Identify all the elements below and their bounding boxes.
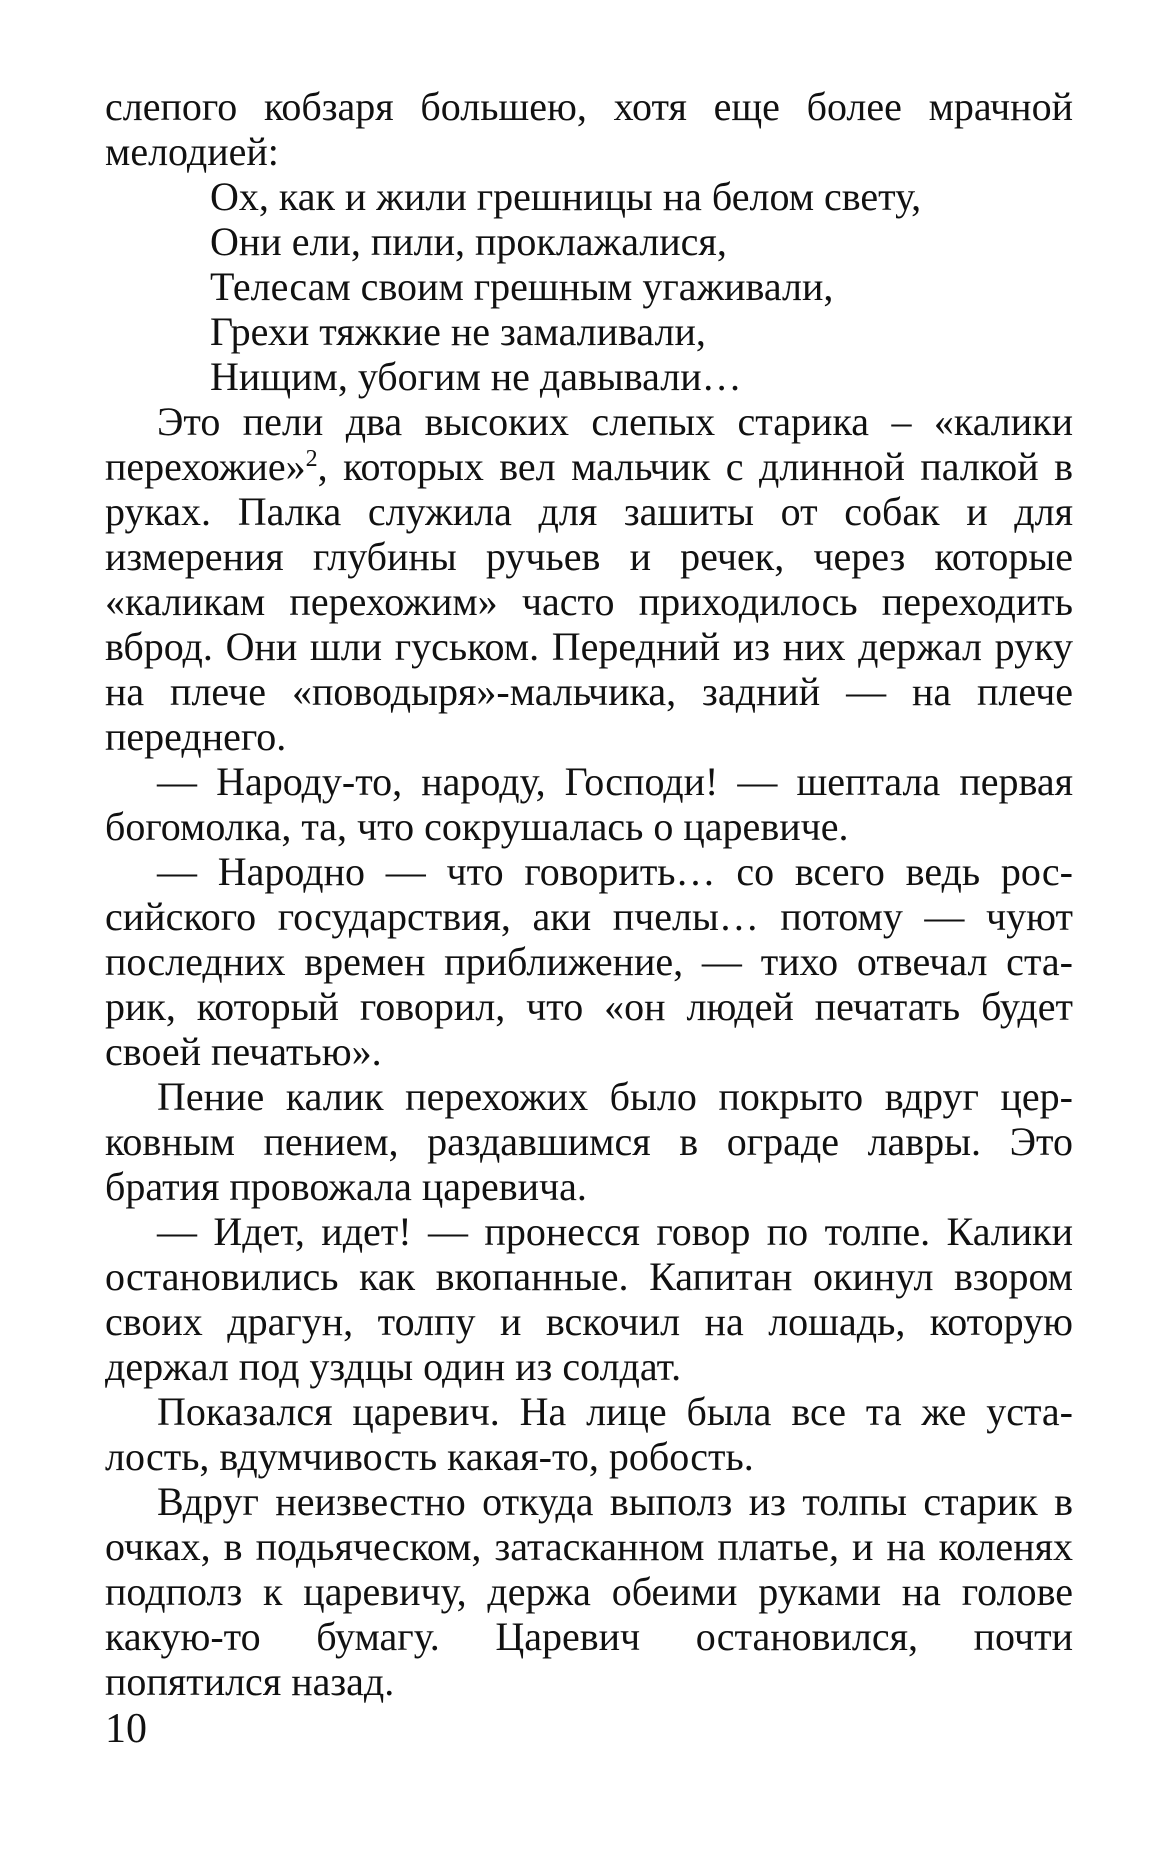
poem-line: Они ели, пили, проклажалися, — [210, 219, 727, 264]
paragraph-kaliki-rest: , которых вел мальчик с длинной палкой в руках. Палка служила для зашиты от собак и для измерения глубины ручьев и речек, через которые «каликам перехожим» часто приходилось переходить вброд. Они шли гуськом. Передний из них держал руку на плече «поводыря»-мальчика, задний — на плече переднего. — [105, 444, 1073, 759]
poem-line: Ох, как и жили грешницы на белом свету, — [210, 174, 922, 219]
book-page — [105, 84, 1073, 1704]
page-number: 10 — [105, 1706, 147, 1752]
paragraph-old-man: Вдруг неизвестно откуда выполз из толпы старик в очках, в подьяческом, затасканном платье, и на коленях подполз к царевичу, держа обеими руками на голове какую-то бумагу. Царевич остановился, почти попятился назад. — [105, 1479, 1073, 1704]
paragraph-kaliki-start: Это пели два высоких слепых старика – «калики перехожие» — [105, 399, 1073, 489]
intro-paragraph: слепого кобзаря большею, хотя еще более мрачной мелодией: — [105, 84, 1073, 174]
paragraph-dialogue-1: — Народу-то, народу, Господи! — шептала первая богомолка, та, что сокрушалась о царевиче. — [105, 759, 1073, 849]
paragraph-singing: Пение калик перехожих было покрыто вдруг церковным пением, раздавшимся в ограде лавры. Это братия провожала царевича. — [105, 1074, 1073, 1209]
paragraph-kaliki — [105, 399, 1073, 759]
paragraph-crowd: — Идет, идет! — пронесся говор по толпе. Калики остановились как вкопанные. Капитан окинул взором своих драгун, толпу и вскочил на лошадь, которую держал под уздцы один из солдат. — [105, 1209, 1073, 1389]
poem-line: Нищим, убогим не давывали… — [210, 354, 742, 399]
footnote-reference[interactable]: 2 — [305, 446, 318, 472]
poem-line: Телесам своим грешным угаживали, — [210, 264, 834, 309]
poem-block — [210, 174, 1073, 399]
poem-line: Грехи тяжкие не замаливали, — [210, 309, 706, 354]
paragraph-tsarevich: Показался царевич. На лице была все та же усталость, вдумчивость какая-то, робость. — [105, 1389, 1073, 1479]
paragraph-dialogue-2: — Народно — что говорить… со всего ведь российского государствия, аки пчелы… потому — чуют последних времен приближение, — тихо отвечал старик, который говорил, что «он людей печатать будет своей печатью». — [105, 849, 1073, 1074]
